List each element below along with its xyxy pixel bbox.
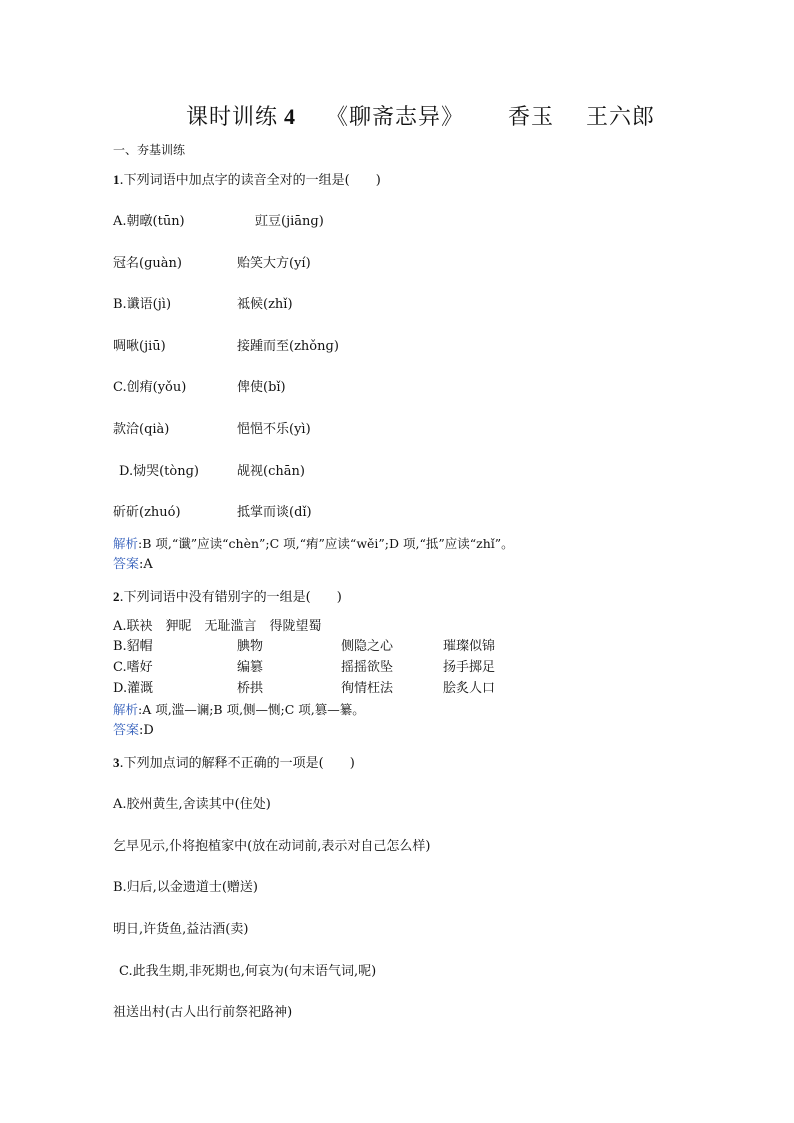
q1-row-5-col-2: 俾使(bǐ) [237,380,286,395]
q2-row-d-col-3: 徇情枉法 [341,681,394,696]
q1-row-6-col-2: 悒悒不乐(yì) [237,422,311,437]
q2-row-d-col-2: 桥拱 [237,681,264,696]
title-story2: 王六郎 [586,105,656,130]
q1-row-8-col-2: 抵掌而谈(dǐ) [237,505,312,520]
q3-line-1: A.胶州黄生,舍读其中(住处) [113,797,271,812]
q3-line-6: 祖送出村(古人出行前祭祀路神) [113,1005,293,1020]
title-number: 4 [284,104,297,129]
q1-row-3-col-2: 祗候(zhǐ) [237,297,293,312]
q1-row-1-col-2: 豇豆(jiānɡ) [255,214,324,229]
q1-analysis [113,536,514,552]
q1-analysis-text: :B 项,“谶”应读“chèn”;C 项,“痏”应读“wěi”;D 项,“抵”应读“zhǐ”。 [138,536,514,551]
q2-row-b-col-4: 璀璨似锦 [443,639,496,654]
question-1-stem [113,172,381,189]
question-2-number: 2 [113,589,120,604]
q2-row-c-col-3: 摇摇欲坠 [341,660,394,675]
q1-analysis-label: 解析 [113,536,139,551]
q2-option-a: A.联袂 狎昵 无耻滥言 得陇望蜀 [113,619,322,634]
title-book: 《聊斋志异》 [326,105,465,130]
q2-row-c-col-4: 扬手掷足 [443,660,496,675]
q2-row-b-col-3: 侧隐之心 [341,639,394,654]
q3-line-5: C.此我生期,非死期也,何哀为(句末语气词,呢) [119,964,377,979]
q2-row-d-col-4: 脍炙人口 [443,681,496,696]
question-1-number: 1 [113,172,120,187]
q2-row-d-col-1: D.灌溉 [113,681,154,696]
q2-row-c-col-1: C.嗜好 [113,660,153,675]
q3-line-2: 乞早见示,仆将抱植家中(放在动词前,表示对自己怎么样) [113,839,431,854]
q1-row-2-col-2: 贻笑大方(yí) [237,256,311,271]
q1-row-4-col-1: 啁啾(jiū) [113,339,166,354]
q2-analysis-text: :A 项,滥—谰;B 项,侧—恻;C 项,篡—纂。 [138,702,365,717]
q1-answer-label: 答案 [113,557,140,572]
q3-line-4: 明日,许货鱼,益沽酒(卖) [113,922,249,937]
question-2-stem [113,589,342,606]
q2-row-b-col-2: 腆物 [237,639,264,654]
q2-answer-label: 答案 [113,723,140,738]
question-3-stem [113,755,355,772]
q2-analysis-label: 解析 [113,702,139,717]
question-3-number: 3 [113,755,120,770]
q1-row-7-col-2: 觇视(chān) [237,464,305,479]
q1-row-2-col-1: 冠名(ɡuàn) [113,256,182,271]
q2-analysis [113,702,365,718]
q1-row-6-col-1: 款洽(qià) [113,422,170,437]
question-2-text: .下列词语中没有错别字的一组是( ) [119,590,342,605]
q2-answer [113,723,154,739]
q2-answer-text: :D [139,723,154,738]
q1-row-5-col-1: C.创痏(yǒu) [113,380,187,395]
q2-row-b-col-1: B.貂帽 [113,639,153,654]
q2-row-c-col-2: 编篡 [237,660,264,675]
q1-row-8-col-1: 斫斫(zhuó) [113,505,181,520]
question-1-text: .下列词语中加点字的读音全对的一组是( ) [119,173,381,188]
q1-row-3-col-1: B.谶语(jì) [113,297,172,312]
q3-line-3: B.归后,以金遗道士(赠送) [113,880,258,895]
q1-answer-text: :A [139,557,153,572]
title-prefix: 课时训练 [186,105,279,130]
title-story1: 香玉 [508,105,555,130]
page-title [186,104,655,131]
section-heading: 一、夯基训练 [113,143,186,157]
question-3-text: .下列加点词的解释不正确的一项是( ) [119,756,355,771]
q1-row-1-col-1: A.朝暾(tūn) [113,214,185,229]
q1-answer [113,557,153,573]
q1-row-4-col-2: 接踵而至(zhǒnɡ) [237,339,339,354]
q1-row-7-col-1: D.恸哭(tònɡ) [119,464,199,479]
